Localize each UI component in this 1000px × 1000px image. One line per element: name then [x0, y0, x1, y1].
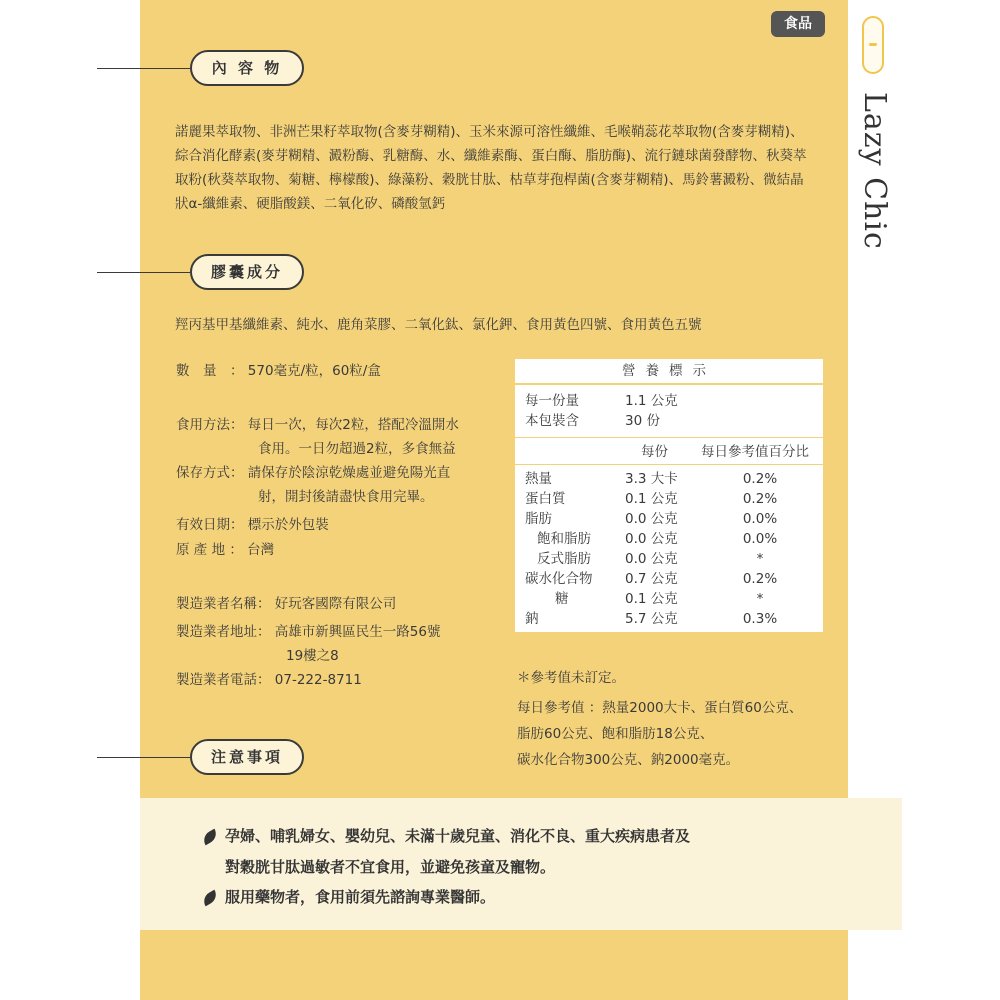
nutrient-name: 蛋白質 — [525, 491, 566, 507]
info-quantity-value: 570毫克/粒，60粒/盒 — [247, 363, 381, 379]
section-rule-contents — [97, 68, 190, 69]
warning-line-2: 對穀胱甘肽過敏者不宜食用，並避免孩童及寵物。 — [225, 858, 556, 876]
serving-size-value: 1.1 公克 — [625, 393, 678, 409]
info-phone-label: 製造業者電話： — [176, 672, 271, 688]
nutrient-name: 飽和脂肪 — [537, 531, 591, 547]
notes-daily-ref-1: 每日參考值 ：熱量2000大卡、蛋白質60公克、 — [517, 700, 803, 716]
section-title-capsule: 膠囊成分 — [190, 254, 304, 290]
contents-text: 諾麗果萃取物、非洲芒果籽萃取物(含麥芽糊精)、玉米來源可溶性纖維、毛喉鞘蕊花萃取物(含麥芽糊精)、綜合消化酵素(麥芽糊精、澱粉酶、乳糖酶、水、纖維素酶、蛋白酶、脂肪酶)、流行鏈球菌發酵物、秋葵萃取粉(秋葵萃取物、菊糖、檸檬酸)、綠藻粉、穀胱甘肽、枯草芽孢桿菌(含麥芽糊精)、馬鈴薯澱粉、微結晶狀α-纖維素、硬脂酸鎂、二氧化矽、磷酸氫鈣 — [175, 124, 807, 212]
nutrient-daily-value: 0.2% — [742, 471, 778, 487]
nutrient-name: 碳水化合物 — [525, 571, 593, 587]
nutrition-divider — [515, 383, 823, 385]
info-phone-value: 07-222-8711 — [274, 672, 362, 688]
notes-daily-ref-2: 脂肪60公克、飽和脂肪18公克、 — [517, 726, 714, 742]
notes-daily-ref-3: 碳水化合物300公克、鈉2000毫克。 — [517, 752, 740, 768]
section-title-contents: 內 容 物 — [190, 50, 304, 86]
section-title-caution: 注意事項 — [190, 739, 304, 775]
info-storage — [176, 461, 450, 485]
info-quantity — [176, 359, 381, 383]
warning-line-1: 孕婦、哺乳婦女、嬰幼兒、未滿十歲兒童、消化不良、重大疾病患者及 — [225, 827, 691, 845]
info-quantity-label: 數 量 ： — [176, 363, 244, 379]
info-usage-line1: 每日一次，每次2粒，搭配冷溫開水 — [247, 417, 459, 433]
warning-line-3: 服用藥物者，食用前須先諮詢專業醫師。 — [225, 888, 496, 906]
info-usage-line2: 食用。一日勿超過2粒，多食無益 — [258, 441, 456, 457]
info-phone — [176, 668, 362, 692]
brand-pill-icon — [862, 16, 884, 74]
section-rule-caution — [97, 757, 190, 758]
section-rule-capsule — [97, 272, 190, 273]
info-address — [176, 620, 440, 644]
info-storage-line2: 射，開封後請盡快食用完畢。 — [258, 489, 434, 505]
info-storage-label: 保存方式： — [176, 465, 244, 481]
nutrient-daily-value: * — [756, 551, 764, 567]
food-badge: 食品 — [771, 11, 825, 37]
nutrient-daily-value: * — [756, 591, 764, 607]
info-maker-label: 製造業者名稱： — [176, 596, 271, 612]
serving-size-label: 每一份量 — [525, 393, 579, 409]
info-maker-value: 好玩客國際有限公司 — [274, 596, 397, 612]
nutrient-name: 反式脂肪 — [537, 551, 591, 567]
nutrient-per-serving: 0.1 公克 — [625, 591, 678, 607]
nutrient-per-serving: 0.1 公克 — [625, 491, 678, 507]
nutrition-table — [515, 359, 823, 632]
capsule-text: 羥丙基甲基纖維素、純水、鹿角菜膠、二氧化鈦、氯化鉀、食用黃色四號、食用黃色五號 — [175, 317, 702, 333]
brand-name: Lazy Chic — [857, 92, 892, 250]
nutrient-name: 熱量 — [525, 471, 552, 487]
notes-asterisk: ＊參考值未訂定。 — [517, 670, 625, 686]
nutrition-divider — [515, 437, 823, 438]
info-usage — [176, 413, 459, 437]
nutrient-per-serving: 0.0 公克 — [625, 511, 678, 527]
nutrient-name: 脂肪 — [525, 511, 552, 527]
info-address-label: 製造業者地址： — [176, 624, 271, 640]
info-usage-label: 食用方法： — [176, 417, 244, 433]
nutrient-daily-value: 0.2% — [742, 571, 778, 587]
servings-label: 本包裝含 — [525, 413, 579, 429]
info-address-line2: 19樓之8 — [286, 648, 339, 664]
nutrient-per-serving: 3.3 大卡 — [625, 471, 678, 487]
info-expiry-value: 標示於外包裝 — [247, 517, 329, 533]
nutrient-per-serving: 5.7 公克 — [625, 611, 678, 627]
nutrient-per-serving: 0.0 公克 — [625, 551, 678, 567]
servings-value: 30 份 — [625, 413, 660, 429]
info-expiry-label: 有效日期： — [176, 517, 244, 533]
info-origin — [176, 538, 274, 562]
nutrient-name: 鈉 — [525, 611, 539, 627]
nutrient-daily-value: 0.0% — [742, 511, 778, 527]
col-per-serving: 每份 — [641, 444, 668, 460]
col-daily-value: 每日參考值百分比 — [701, 444, 809, 460]
info-address-line1: 高雄市新興區民生一路56號 — [274, 624, 441, 640]
nutrient-daily-value: 0.0% — [742, 531, 778, 547]
info-origin-label: 原 產 地 ： — [176, 542, 243, 558]
nutrient-per-serving: 0.7 公克 — [625, 571, 678, 587]
info-expiry — [176, 513, 329, 537]
info-storage-line1: 請保存於陰涼乾燥處並避免陽光直 — [247, 465, 451, 481]
nutrient-name: 糖 — [555, 591, 569, 607]
info-maker — [176, 592, 396, 616]
label-panel-footer — [140, 930, 848, 1000]
nutrient-daily-value: 0.2% — [742, 491, 778, 507]
nutrition-divider — [515, 464, 823, 465]
nutrition-title: 營養標示 — [622, 363, 716, 379]
nutrient-per-serving: 0.0 公克 — [625, 531, 678, 547]
info-origin-value: 台灣 — [247, 542, 275, 558]
nutrient-daily-value: 0.3% — [742, 611, 778, 627]
